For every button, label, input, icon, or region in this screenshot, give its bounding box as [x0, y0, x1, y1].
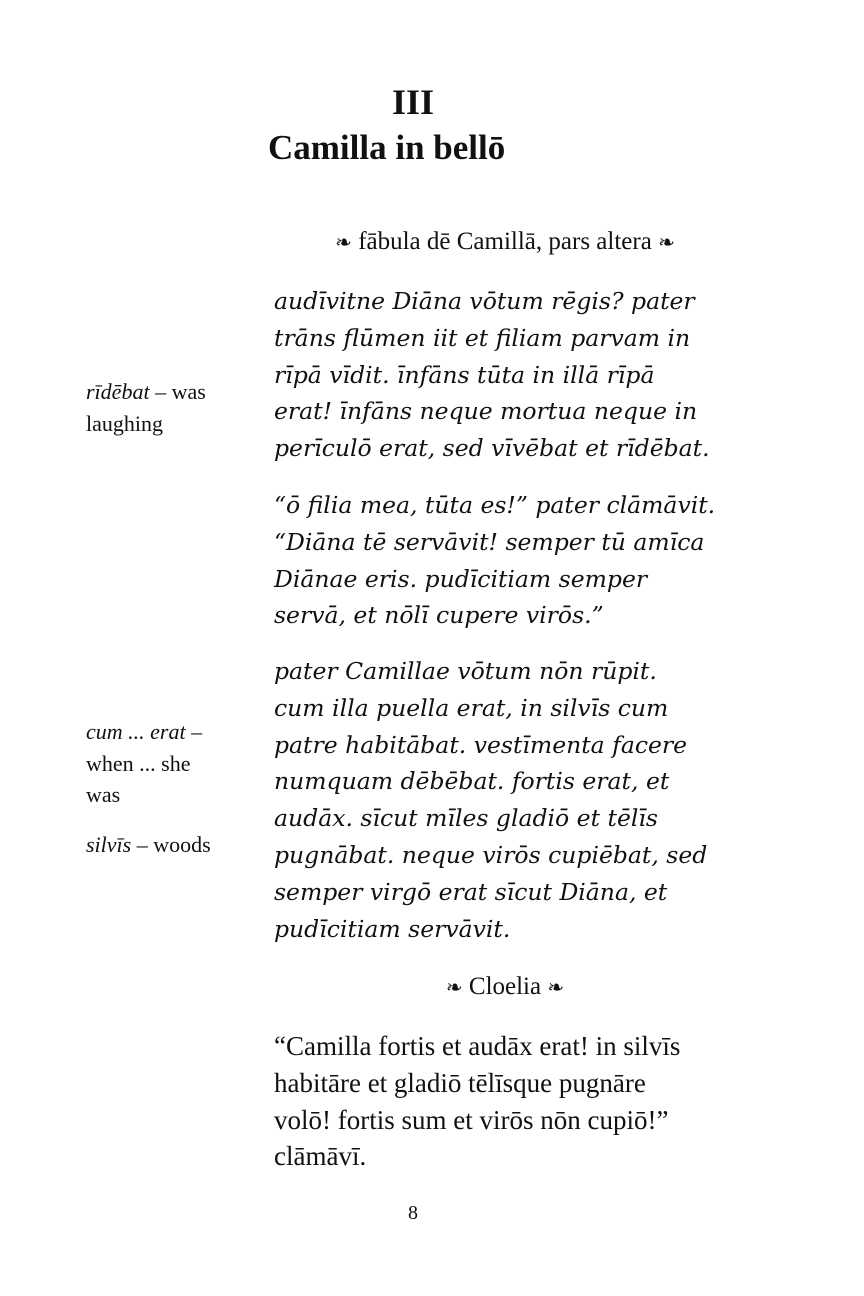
section-heading-text: Cloelia [468, 973, 542, 1000]
text-line: pater Camillae vōtum nōn rūpit. [274, 657, 657, 685]
text-line: numquam dēbēbat. fortis erat, et [274, 767, 670, 796]
section-heading-fabula [274, 226, 736, 258]
gloss-term: cum ... erat [86, 719, 186, 744]
text-line: cum illa puella erat, in silvīs cum [274, 693, 669, 722]
paragraph-4 [274, 1028, 744, 1175]
text-line: semper virgō erat sīcut Diāna, et [274, 877, 668, 906]
gloss-meaning: woods [153, 832, 211, 857]
fleuron-icon: ❧ [658, 230, 675, 254]
gloss-meaning: was [86, 782, 121, 807]
paragraph-3 [274, 653, 744, 947]
gloss-ridebat [86, 376, 246, 439]
text-line: perīculō erat, sed vīvēbat et rīdēbat. [274, 434, 710, 463]
text-line: clāmāvī. [274, 1141, 367, 1172]
paragraph-2 [274, 487, 744, 634]
gloss-silvis [86, 829, 246, 861]
gloss-cum-erat [86, 716, 246, 811]
text-line: patre habitābat. vestīmenta facere [274, 730, 688, 759]
fleuron-icon: ❧ [445, 975, 463, 999]
text-line: audāx. sīcut mīles gladiō et tēlīs [274, 804, 658, 833]
text-line: erat! īnfāns neque mortua neque in [274, 397, 698, 426]
chapter-title: Camilla in bellō [268, 128, 506, 167]
gloss-dash: – [131, 832, 154, 857]
gloss-term: rīdēbat [86, 379, 150, 404]
chapter-number: III [391, 82, 435, 122]
text-line: “Diāna tē servāvit! semper tū amīca [274, 527, 705, 556]
fleuron-icon: ❧ [335, 230, 352, 254]
fleuron-icon: ❧ [547, 975, 565, 999]
text-line: trāns flūmen iit et filiam parvam in [274, 323, 691, 352]
gloss-meaning: was [171, 379, 206, 404]
paragraph-1 [274, 283, 744, 467]
gloss-meaning: laughing [86, 410, 163, 436]
text-line: volō! fortis sum et virōs nōn cupiō!” [274, 1104, 669, 1135]
text-line: rīpā vīdit. īnfāns tūta in illā rīpā [274, 360, 655, 389]
text-line: servā, et nōlī cupere virōs.” [274, 601, 604, 630]
text-line: audīvitne Diāna vōtum rēgis? pater [274, 287, 695, 315]
text-line: habitāre et gladiō tēlīsque pugnāre [274, 1067, 646, 1098]
text-line: pugnābat. neque virōs cupiēbat, sed [274, 840, 708, 869]
text-line: pudīcitiam servāvit. [274, 914, 511, 943]
gloss-dash: – [149, 379, 172, 404]
text-line: “ō filia mea, tūta es!” pater clāmāvit. [274, 491, 716, 519]
page-number: 8 [408, 1202, 418, 1224]
text-line: “Camilla fortis et audāx erat! in silvīs [274, 1031, 681, 1061]
gloss-term: silvīs [86, 832, 132, 857]
section-heading-cloelia [274, 971, 736, 1003]
gloss-meaning: when ... she [86, 750, 191, 776]
text-line: Diānae eris. pudīcitiam semper [274, 564, 648, 593]
gloss-dash: – [185, 719, 203, 744]
section-heading-text: fābula dē Camillā, pars altera [358, 228, 652, 255]
